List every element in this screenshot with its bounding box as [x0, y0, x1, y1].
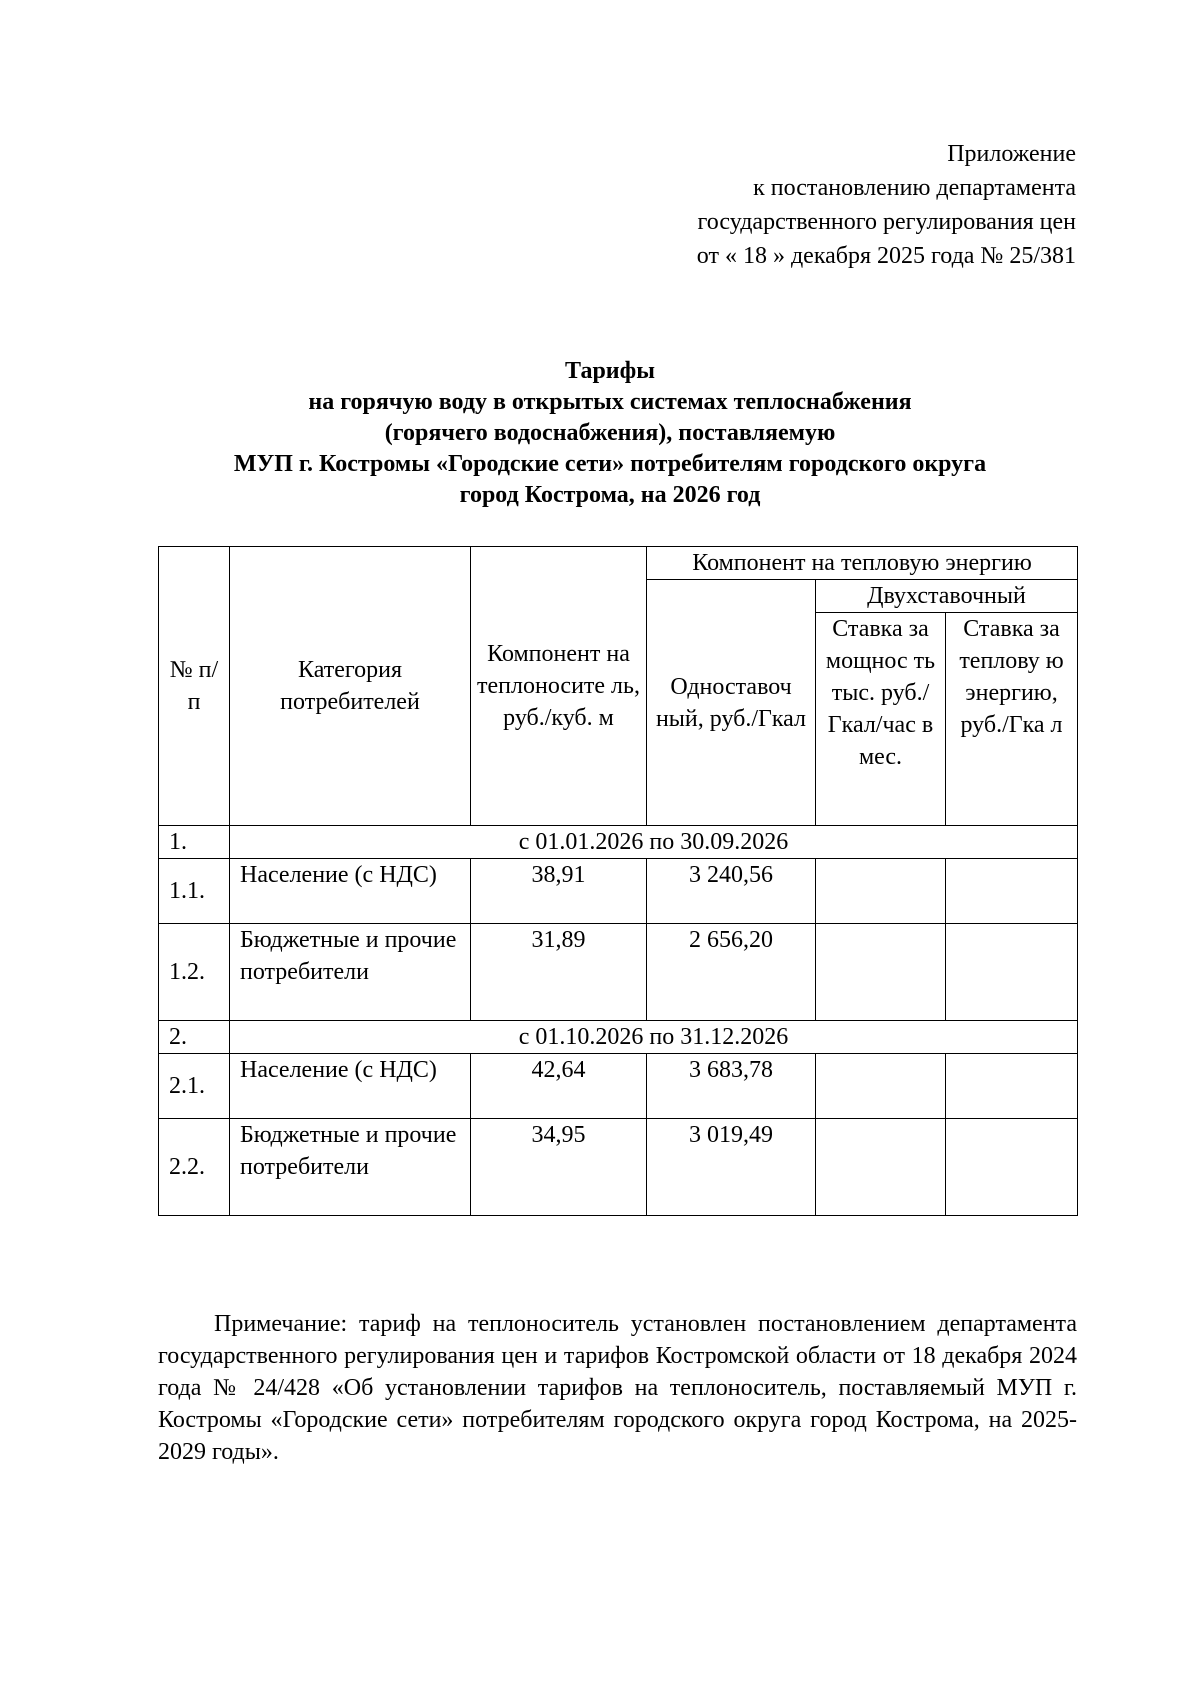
header-energy-rate: Ставка за теплову ю энергию, руб./Гка л	[946, 613, 1078, 826]
period-num: 2.	[159, 1021, 230, 1054]
row-capacity-rate	[816, 1054, 946, 1119]
header-two-rate: Двухставочный	[816, 580, 1078, 613]
row-category: Население (с НДС)	[230, 1054, 471, 1119]
period-row	[159, 826, 1078, 859]
document-title	[150, 356, 1070, 511]
title-line: Тарифы	[565, 358, 655, 384]
title-line: город Кострома, на 2026 год	[459, 482, 761, 508]
row-capacity-rate	[816, 924, 946, 1021]
appendix-block	[697, 137, 1076, 273]
header-row	[159, 547, 1078, 580]
header-capacity-rate: Ставка за мощнос ть тыс. руб./ Гкал/час в мес.	[816, 613, 946, 826]
row-energy-rate	[946, 1054, 1078, 1119]
row-category: Бюджетные и прочие потребители	[230, 924, 471, 1021]
row-num: 2.1.	[159, 1054, 230, 1119]
header-category: Категория потребителей	[230, 547, 471, 826]
row-carrier: 34,95	[471, 1119, 647, 1216]
row-capacity-rate	[816, 859, 946, 924]
table-row	[159, 1119, 1078, 1216]
title-line: МУП г. Костромы «Городские сети» потребителям городского округа	[233, 451, 987, 477]
row-single-rate: 2 656,20	[647, 924, 816, 1021]
row-single-rate: 3 019,49	[647, 1119, 816, 1216]
appendix-line: от « 18 » декабря 2025 года № 25/381	[696, 243, 1076, 269]
row-single-rate: 3 240,56	[647, 859, 816, 924]
period-row	[159, 1021, 1078, 1054]
period-label: с 01.01.2026 по 30.09.2026	[230, 826, 1078, 859]
footnote: Примечание: тариф на теплоноситель установлен постановлением департамента государственного регулирования цен и тарифов Костромской области от 18 декабря 2024 года № 24/428 «Об установлении тарифов на теплоноситель, поставляемый МУП г. Костромы «Городские сети» потребителям городского округа город Кострома, на 2025-2029 годы».	[158, 1311, 1077, 1465]
row-energy-rate	[946, 1119, 1078, 1216]
row-capacity-rate	[816, 1119, 946, 1216]
title-line: на горячую воду в открытых системах теплоснабжения	[308, 389, 912, 415]
row-category: Население (с НДС)	[230, 859, 471, 924]
header-carrier-component: Компонент на теплоносите ль, руб./куб. м	[471, 547, 647, 826]
row-energy-rate	[946, 924, 1078, 1021]
period-label: с 01.10.2026 по 31.12.2026	[230, 1021, 1078, 1054]
row-single-rate: 3 683,78	[647, 1054, 816, 1119]
header-num: № п/п	[159, 547, 230, 826]
row-energy-rate	[946, 859, 1078, 924]
tariffs-table	[158, 546, 1078, 1216]
title-line: (горячего водоснабжения), поставляемую	[384, 420, 836, 446]
period-num: 1.	[159, 826, 230, 859]
table-row	[159, 924, 1078, 1021]
table-row	[159, 859, 1078, 924]
row-carrier: 38,91	[471, 859, 647, 924]
row-num: 2.2.	[159, 1119, 230, 1216]
header-single-rate: Одноставоч ный, руб./Гкал	[647, 580, 816, 826]
row-carrier: 31,89	[471, 924, 647, 1021]
row-num: 1.2.	[159, 924, 230, 1021]
header-energy-component: Компонент на тепловую энергию	[647, 547, 1078, 580]
appendix-line: к постановлению департамента	[753, 175, 1076, 201]
table-row	[159, 1054, 1078, 1119]
appendix-line: государственного регулирования цен	[697, 209, 1076, 235]
row-num: 1.1.	[159, 859, 230, 924]
row-category: Бюджетные и прочие потребители	[230, 1119, 471, 1216]
appendix-line: Приложение	[947, 141, 1076, 167]
row-carrier: 42,64	[471, 1054, 647, 1119]
